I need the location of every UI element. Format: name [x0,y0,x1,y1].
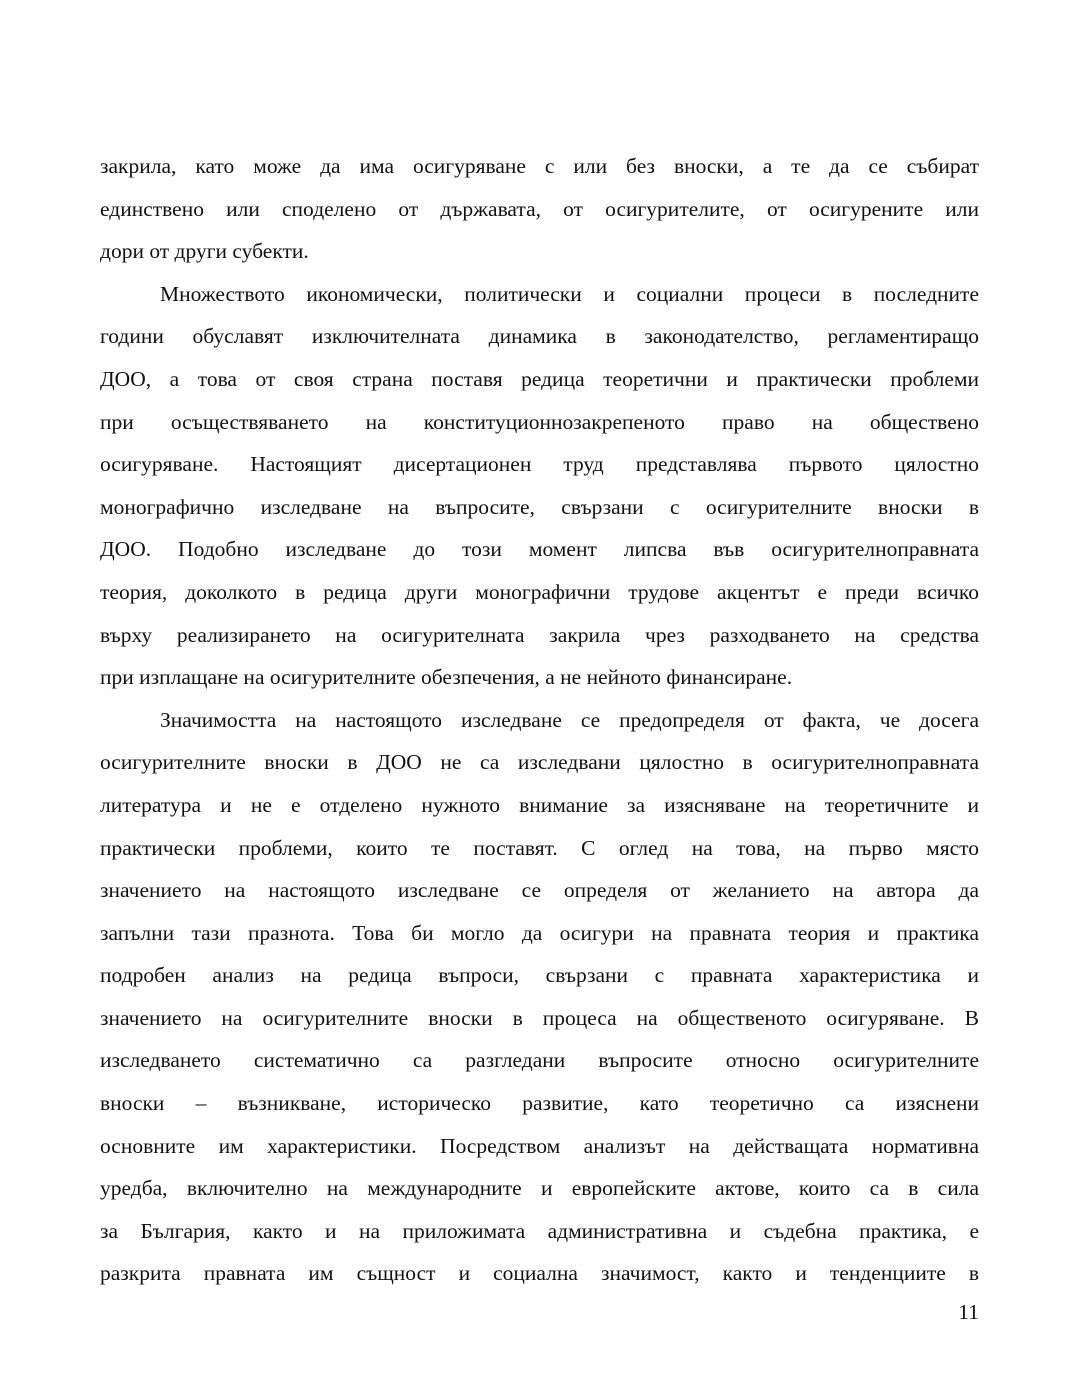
text-line: Множеството икономически, политически и социални процеси в последните [160,281,979,306]
text-line: при изплащане на осигурителните обезпечения, а не нейното финансиране. [100,665,793,690]
text-line: осигурителните вноски в ДОО не са изследвани цялостно в осигурителноправната [100,750,979,775]
page-number: 11 [958,1300,979,1324]
text-line: теория, доколкото в редица други монографични трудове акцентът е преди всичко [100,579,979,604]
text-line: запълни тази празнота. Това би могло да осигури на правната теория и практика [100,920,979,945]
text-line: закрила, като може да има осигуряване с или без вноски, а те да се събират [100,154,979,178]
text-line: значението на осигурителните вноски в процеса на общественото осигуряване. В [100,1005,979,1030]
text-line: разкрита правната им същност и социална значимост, както и тенденциите в [100,1261,979,1286]
text-line: единствено или споделено от държавата, от осигурителите, от осигурените или [100,196,979,221]
text-line: литература и не е отделено нужното внимание за изясняване на теоретичните и [100,792,979,817]
text-line: вноски – възникване, историческо развитие, като теоретично са изяснени [100,1091,979,1116]
text-line: практически проблеми, които те поставят. С оглед на това, на първо място [100,835,979,860]
text-line: дори от други субекти. [100,239,309,264]
text-line: основните им характеристики. Посредством анализът на действащата нормативна [100,1133,979,1158]
paragraph-1 [100,145,979,273]
text-line: ДОО. Подобно изследване до този момент липсва във осигурителноправната [100,537,979,562]
text-line: години обуславят изключителната динамика в законодателство, регламентиращо [100,324,979,349]
paragraph-2 [100,273,979,699]
text-line: подробен анализ на редица въпроси, свързани с правната характеристика и [100,963,979,988]
text-line: при осъществяването на конституционнозакрепеното право на обществено [100,409,979,434]
text-line: уредба, включително на международните и европейските актове, които са в сила [100,1176,979,1201]
text-line: изследването систематично са разгледани въпросите относно осигурителните [100,1048,979,1073]
text-line: Значимостта на настоящото изследване се предопределя от факта, че досега [160,707,979,732]
document-body [100,145,979,1295]
text-line: значението на настоящото изследване се определя от желанието на автора да [100,878,979,903]
text-line: ДОО, а това от своя страна поставя редица теоретични и практически проблеми [100,366,979,391]
text-line: осигуряване. Настоящият дисертационен труд представлява първото цялостно [100,452,979,477]
paragraph-3 [100,699,979,1295]
text-line: върху реализирането на осигурителната закрила чрез разходването на средства [100,622,979,647]
text-line: монографично изследване на въпросите, свързани с осигурителните вноски в [100,494,979,519]
text-line: за България, както и на приложимата административна и съдебна практика, е [100,1218,979,1243]
